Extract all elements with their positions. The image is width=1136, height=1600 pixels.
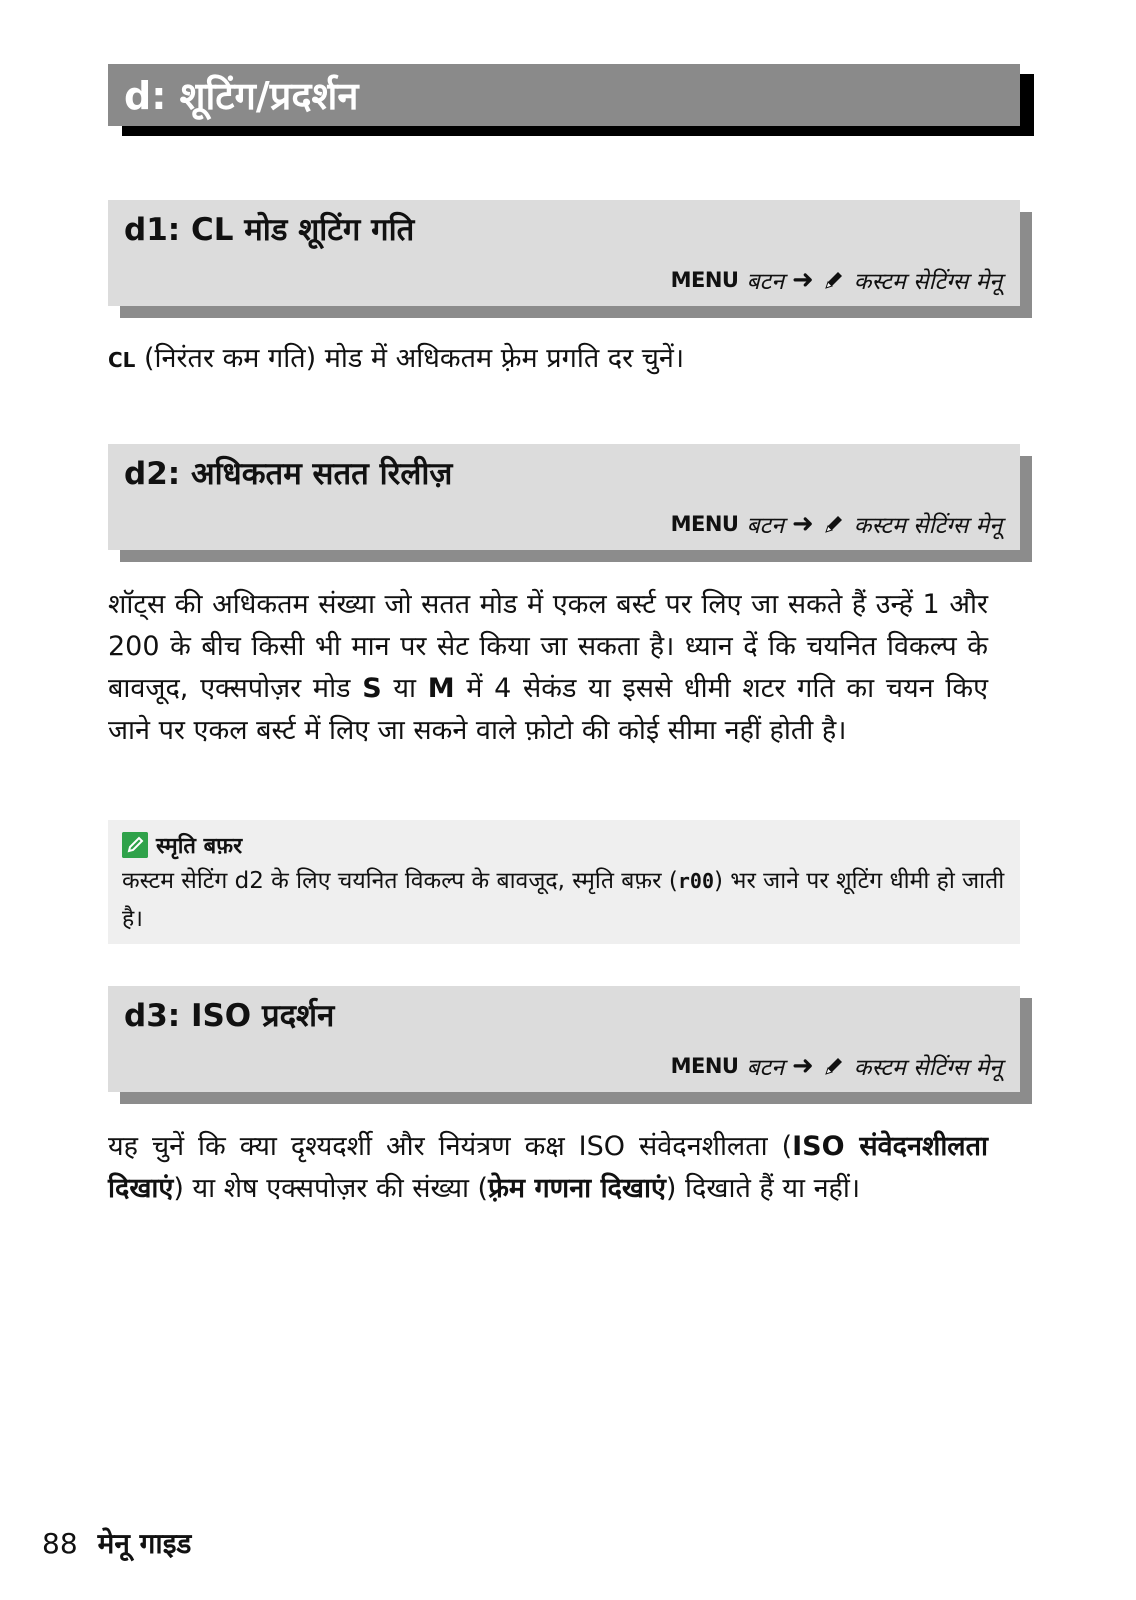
footer-title: मेनू गाइड: [97, 1527, 192, 1560]
custom-settings-menu-label: कस्टम सेटिंग्स मेनू: [853, 269, 1002, 295]
section-text-d2: या: [381, 673, 428, 704]
menu-button-label: बटन: [746, 513, 784, 539]
section-text-d1: (निरंतर कम गति) मोड में अधिकतम फ़्रेम प्रगति दर चुनें।: [135, 343, 685, 374]
page-footer: [42, 1524, 191, 1562]
menu-path-d2: [671, 508, 1002, 540]
cl-mode-glyph: CL: [108, 348, 136, 372]
mode-s-glyph: S: [362, 673, 382, 704]
arrow-right-icon: ➜: [791, 265, 814, 295]
custom-settings-menu-label: कस्टम सेटिंग्स मेनू: [853, 513, 1002, 539]
section-text-d3: यह चुनें कि क्या दृश्यदर्शी और नियंत्रण कक्ष ISO संवेदनशीलता (: [108, 1131, 793, 1162]
menu-key: MENU: [670, 512, 739, 536]
section-header-d2: [108, 444, 1020, 550]
mode-m-glyph: M: [427, 673, 455, 704]
arrow-right-icon: ➜: [791, 1051, 814, 1081]
section-title-d1: d1: CL मोड शूटिंग गति: [124, 212, 415, 248]
menu-button-label: बटन: [746, 269, 784, 295]
menu-path-d1: [671, 264, 1002, 296]
note-text: [122, 862, 1006, 938]
section-body-d1: [108, 338, 988, 381]
section-title-d2: d2: अधिकतम सतत रिलीज़: [124, 456, 453, 492]
page-number: 88: [42, 1527, 78, 1560]
note-text-part: ) भर जाने पर शूटिंग धीमी हो जाती है।: [122, 868, 1005, 932]
memory-buffer-note: [108, 820, 1020, 944]
section-body-d2: [108, 584, 988, 752]
note-pencil-icon: [122, 832, 148, 858]
section-text-d2: में 4 सेकंड या इससे धीमी शटर गति का चयन किए जाने पर एकल बर्स्ट में लिए जा सकने वाले फ़ोटो की कोई सीमा नहीं होती है।: [108, 673, 988, 746]
section-text-d3: ) दिखाते हैं या नहीं।: [665, 1173, 861, 1204]
section-body-d3: [108, 1126, 988, 1210]
menu-button-label: बटन: [746, 1055, 784, 1081]
menu-path-d3: [671, 1050, 1002, 1082]
iso-option-label: ISO संवेदनशीलता दिखाएं: [108, 1131, 988, 1204]
section-title-d3: d3: ISO प्रदर्शन: [124, 998, 335, 1034]
buffer-glyph: r00: [677, 869, 714, 893]
pencil-icon: [822, 268, 846, 292]
pencil-icon: [822, 1054, 846, 1078]
note-title-row: [122, 830, 1006, 860]
section-text-d2: शॉट्स की अधिकतम संख्या जो सतत मोड में एकल बर्स्ट पर लिए जा सकते हैं उन्हें 1 और 200 के बीच किसी भी मान पर सेट किया जा सकता है। ध्यान दें कि चयनित विकल्प के बावजूद, एक्सपोज़र मोड: [108, 589, 988, 704]
menu-key: MENU: [670, 268, 739, 292]
section-text-d3: ) या शेष एक्सपोज़र की संख्या (: [173, 1173, 489, 1204]
menu-key: MENU: [670, 1054, 739, 1078]
chapter-title: d: शूटिंग/प्रदर्शन: [108, 64, 1020, 126]
custom-settings-menu-label: कस्टम सेटिंग्स मेनू: [853, 1055, 1002, 1081]
pencil-icon: [822, 512, 846, 536]
section-header-d3: [108, 986, 1020, 1092]
note-title: स्मृति बफ़र: [156, 834, 243, 859]
note-text-part: कस्टम सेटिंग d2 के लिए चयनित विकल्प के बावजूद, स्मृति बफ़र (: [122, 868, 678, 894]
arrow-right-icon: ➜: [791, 509, 814, 539]
frame-count-option-label: फ़्रेम गणना दिखाएं: [488, 1173, 666, 1204]
section-header-d1: [108, 200, 1020, 306]
